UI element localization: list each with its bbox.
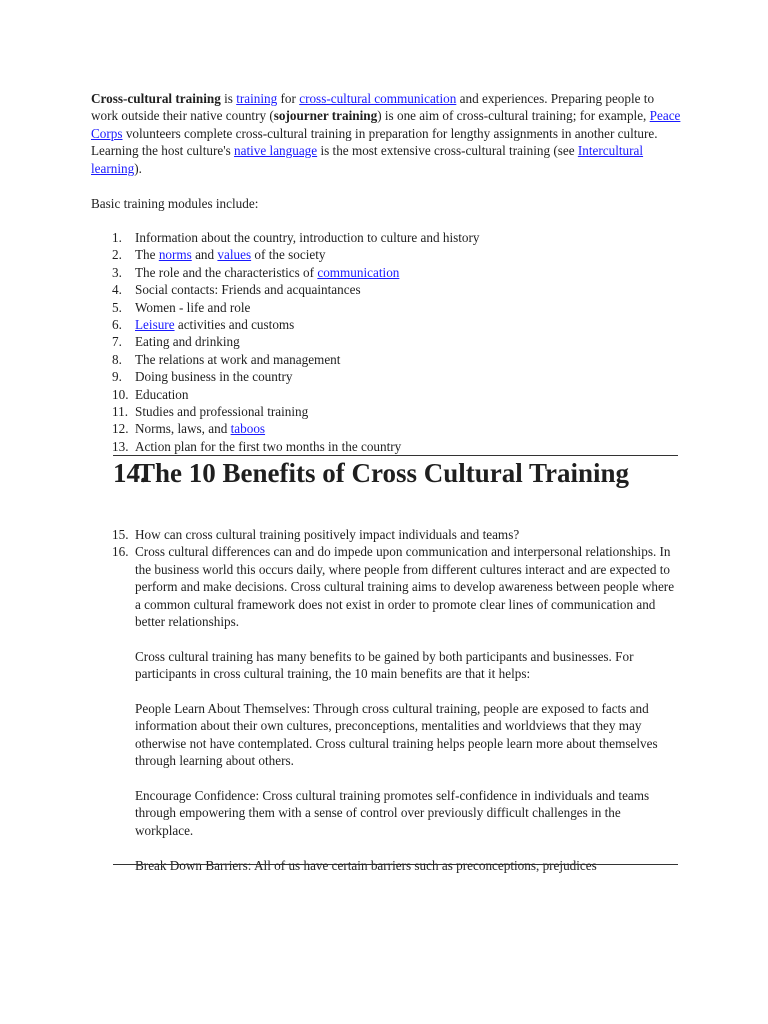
link-cross-cultural-communication[interactable]: cross-cultural communication [299, 91, 457, 106]
intro-text: ) is one aim of cross-cultural training; for example, [377, 108, 650, 124]
list-number: 6. [112, 317, 122, 333]
link-norms[interactable]: norms [158, 247, 192, 263]
list-number: 10. [112, 386, 129, 402]
list-number: 8. [112, 351, 122, 367]
list-number: 4. [112, 282, 122, 298]
list-item-text: Information about the country, introduction to culture and history [135, 230, 480, 245]
section-heading [113, 456, 673, 490]
list-item [91, 281, 480, 298]
divider [113, 864, 678, 865]
intro-text: is the most extensive cross-cultural training (see [317, 143, 578, 159]
link-values[interactable]: values [217, 247, 252, 263]
list-number: 5. [112, 299, 122, 315]
list-item-text: activities and customs [174, 317, 295, 333]
link-leisure[interactable]: Leisure [135, 317, 175, 333]
intro-text: volunteers complete cross-cultural training in preparation for lengthy assignments in another culture. Learning the host culture's [91, 125, 658, 159]
list-number: 2. [112, 247, 122, 263]
benefits-list [91, 526, 680, 874]
link-communication[interactable]: communication [317, 264, 400, 280]
list-item [91, 386, 480, 403]
list-item [91, 543, 680, 874]
list-item-text: Doing business in the country [135, 369, 293, 385]
list-item-text: The [135, 247, 159, 263]
list-item [91, 368, 480, 385]
list-item-text: Studies and professional training [135, 404, 309, 420]
list-item-text: Norms, laws, and [135, 421, 231, 437]
link-native-language[interactable]: native language [234, 143, 318, 159]
list-item-text: The relations at work and management [135, 351, 341, 367]
link-training[interactable]: training [236, 91, 278, 106]
list-item [91, 316, 480, 333]
intro-text: for [277, 91, 300, 106]
list-item-text: The role and the characteristics of [135, 264, 318, 280]
intro-paragraph [91, 90, 681, 177]
link-intercultural-learning[interactable]: Intercultural learning [91, 143, 644, 176]
list-item [91, 420, 480, 437]
intro-term: Cross-cultural training [91, 91, 221, 106]
list-item-text: Action plan for the first two months in the country [135, 438, 402, 454]
list-item [91, 246, 480, 263]
list-item [91, 264, 480, 281]
modules-heading: Basic training modules include: [91, 196, 259, 211]
list-item-text: of the society [251, 247, 326, 263]
list-item [91, 299, 480, 316]
list-item-text: and [191, 247, 218, 263]
list-number: 7. [112, 334, 122, 350]
list-item [91, 351, 480, 368]
list-item-text: Eating and drinking [135, 334, 240, 350]
paragraph: Break Down Barriers: All of us have certain barriers such as preconceptions, prejudices [135, 857, 597, 873]
list-number: 13. [112, 438, 129, 454]
list-item-text: Social contacts: Friends and acquaintances [135, 282, 361, 298]
list-item [91, 403, 480, 420]
list-item-text: Education [135, 386, 189, 402]
list-item-text: How can cross cultural training positively impact individuals and teams? [135, 527, 520, 542]
intro-sojourner: sojourner training [273, 108, 378, 124]
intro-text: and experiences. Preparing people to work outside their native country ( [91, 91, 655, 124]
link-peace-corps[interactable]: Peace Corps [91, 108, 681, 141]
paragraph: Encourage Confidence: Cross cultural training promotes self-confidence in individuals and teams through empowering them with a sense of control over previously difficult challenges in the workplace. [135, 788, 650, 838]
list-item-text: Women - life and role [135, 299, 251, 315]
list-item [91, 229, 480, 246]
link-taboos[interactable]: taboos [230, 421, 266, 437]
list-item [91, 438, 480, 455]
list-number: 15. [112, 527, 129, 542]
list-item [91, 526, 680, 543]
list-number: 3. [112, 264, 122, 280]
paragraph: Cross cultural differences can and do impede upon communication and interpersonal relationships. In the business world this occurs daily, where people from different cultures interact and are expected to perform and make decisions. Cross cultural training aims to develop awareness between people where a common cultural framework does not exist in order to promote clear lines of communication and better relationships. [135, 544, 675, 630]
paragraph: Cross cultural training has many benefits to be gained by both participants and businesses. For participants in cross cultural training, the 10 main benefits are that it helps: [135, 648, 634, 682]
intro-text: is [220, 91, 237, 106]
intro-text: ). [134, 160, 142, 176]
modules-list [91, 229, 480, 455]
list-number: 11. [112, 404, 128, 420]
list-number: 16. [112, 544, 129, 560]
list-number: 12. [112, 421, 129, 437]
list-number: 1. [112, 230, 122, 245]
section-number: 14. [113, 458, 147, 488]
list-number: 9. [112, 369, 122, 385]
list-item [91, 333, 480, 350]
section-title: The 10 Benefits of Cross Cultural Training [137, 458, 630, 488]
list-item-body [135, 543, 680, 874]
paragraph: People Learn About Themselves: Through cross cultural training, people are exposed to facts and information about their own cultures, preconceptions, mentalities and worldviews that they may otherwise not have contemplated. Cross cultural training helps people learn more about themselves through learning about others. [135, 701, 658, 769]
